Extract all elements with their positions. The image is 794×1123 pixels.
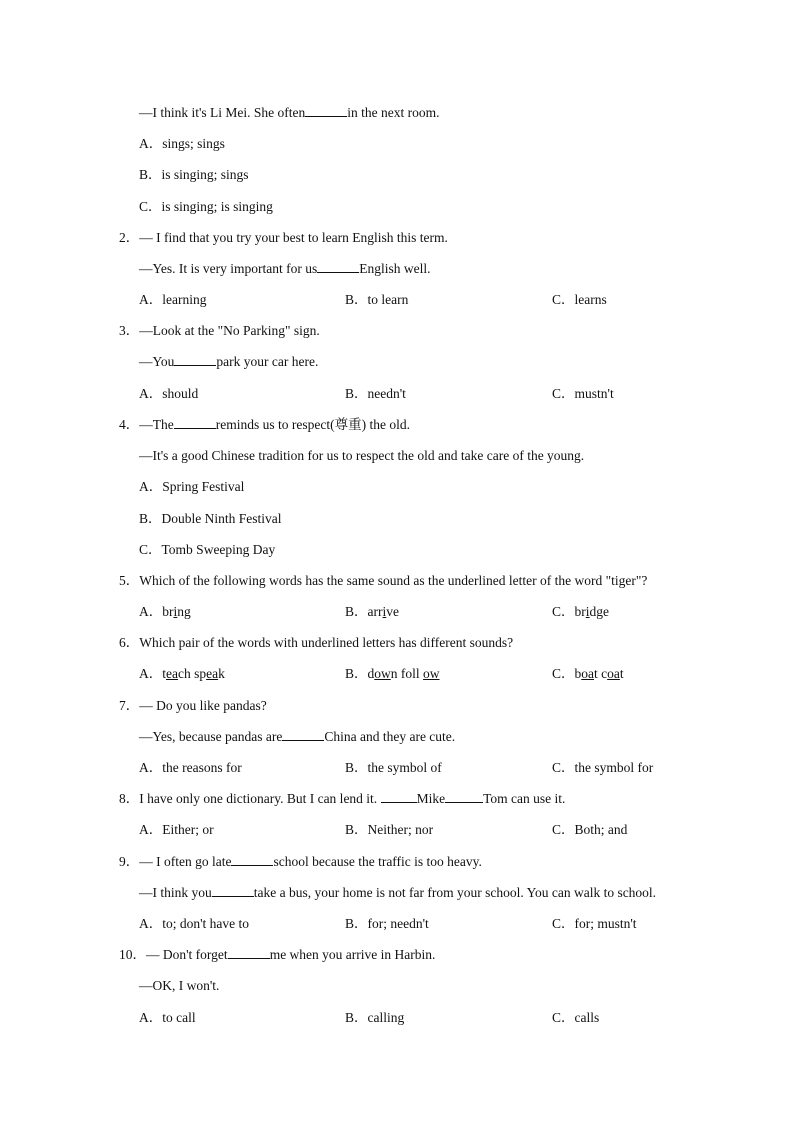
answer-blank[interactable] — [305, 105, 347, 117]
answer-blank[interactable] — [212, 885, 254, 897]
q9-response-part1: —I think you — [139, 885, 212, 900]
question-number: 9． — [119, 854, 140, 869]
option-text: k — [218, 666, 225, 681]
answer-blank[interactable] — [381, 791, 417, 803]
option-text: t — [162, 666, 167, 681]
option-text: dge — [589, 604, 610, 619]
option-label: A． — [139, 604, 163, 619]
q7-response-part1: —Yes, because pandas are — [139, 729, 283, 744]
q4-prompt — [119, 417, 410, 433]
q2-option-c[interactable]: C．learns — [552, 292, 607, 307]
answer-blank[interactable] — [445, 791, 483, 803]
underlined-letters: ow — [374, 666, 391, 681]
q2-prompt — [119, 230, 448, 246]
answer-blank[interactable] — [231, 854, 273, 866]
q1-option-a[interactable]: A．sings; sings — [139, 136, 225, 151]
q1-response-part1: —I think it's Li Mei. She often — [139, 105, 306, 120]
option-text: ch sp — [178, 666, 207, 681]
q2-prompt-text: — I find that you try your best to learn English this term. — [139, 230, 448, 245]
underlined-letter: i — [173, 604, 178, 619]
underlined-letter: i — [585, 604, 590, 619]
q5-option-a[interactable] — [139, 604, 191, 620]
q2-option-a[interactable]: A．learning — [139, 292, 207, 307]
q5-option-c[interactable] — [552, 604, 609, 620]
q7-response-part2: China and they are cute. — [324, 729, 456, 744]
q8-option-b[interactable]: B．Neither; nor — [345, 822, 434, 837]
q10-prompt — [119, 947, 435, 963]
q2-response — [139, 261, 431, 277]
underlined-letters: ea — [166, 666, 178, 681]
question-number: 5． — [119, 573, 140, 588]
q3-response-part2: park your car here. — [216, 354, 319, 369]
option-text: t — [619, 666, 624, 681]
q8-prompt-part1: I have only one dictionary. But I can lend it. — [139, 791, 381, 806]
option-text: arr — [367, 604, 383, 619]
option-text: b — [574, 666, 582, 681]
q4-prompt-part2: reminds us to respect(尊重) the old. — [215, 417, 410, 432]
question-number: 7． — [119, 698, 140, 713]
q9-response-part2: take a bus, your home is not far from your school. You can walk to school. — [253, 885, 657, 900]
q10-option-a[interactable]: A．to call — [139, 1010, 196, 1025]
q3-response-part1: —You — [139, 354, 175, 369]
q5-prompt — [119, 573, 647, 589]
option-text: t c — [594, 666, 608, 681]
q4-option-a[interactable]: A．Spring Festival — [139, 479, 245, 494]
q4-prompt-part1: —The — [139, 417, 174, 432]
q3-option-c[interactable]: C．mustn't — [552, 386, 614, 401]
q3-option-a[interactable]: A．should — [139, 386, 199, 401]
option-text: br — [574, 604, 586, 619]
underlined-letters: oa — [607, 666, 620, 681]
q7-option-b[interactable]: B．the symbol of — [345, 760, 442, 775]
q6-prompt-text: Which pair of the words with underlined letters has different sounds? — [139, 635, 514, 650]
answer-blank[interactable] — [282, 729, 324, 741]
underlined-letters: oa — [581, 666, 595, 681]
q2-option-b[interactable]: B．to learn — [345, 292, 409, 307]
q5-prompt-text: Which of the following words has the same sound as the underlined letter of the word "tiger"? — [139, 573, 648, 588]
option-label: A． — [139, 666, 163, 681]
answer-blank[interactable] — [317, 261, 359, 273]
q1-option-b[interactable]: B．is singing; sings — [139, 167, 249, 182]
q6-option-b[interactable] — [345, 666, 440, 682]
q9-option-b[interactable]: B．for; needn't — [345, 916, 429, 931]
q6-prompt — [119, 635, 513, 651]
option-label: B． — [345, 666, 368, 681]
q2-response-part1: —Yes. It is very important for us — [139, 261, 318, 276]
q4-response: —It's a good Chinese tradition for us to respect the old and take care of the young. — [139, 448, 585, 463]
q10-option-b[interactable]: B．calling — [345, 1010, 405, 1025]
q8-option-c[interactable]: C．Both; and — [552, 822, 628, 837]
option-text: d — [367, 666, 375, 681]
q9-option-c[interactable]: C．for; mustn't — [552, 916, 637, 931]
question-number: 4． — [119, 417, 140, 432]
q7-option-c[interactable]: C．the symbol for — [552, 760, 654, 775]
q6-option-a[interactable] — [139, 666, 225, 682]
underlined-letters: ow — [423, 666, 440, 681]
q1-response — [139, 105, 440, 121]
q10-option-c[interactable]: C．calls — [552, 1010, 600, 1025]
question-number: 6． — [119, 635, 140, 650]
q2-response-part2: English well. — [359, 261, 431, 276]
q8-prompt — [119, 791, 565, 807]
underlined-letter: i — [382, 604, 387, 619]
underlined-letters: ea — [206, 666, 219, 681]
option-text: n foll — [390, 666, 424, 681]
q9-response — [139, 885, 656, 901]
q1-response-part2: in the next room. — [347, 105, 440, 120]
q3-prompt-text: —Look at the "No Parking" sign. — [139, 323, 320, 338]
option-text: ng — [177, 604, 191, 619]
q9-prompt — [119, 854, 482, 870]
q4-option-b[interactable]: B．Double Ninth Festival — [139, 511, 282, 526]
q10-prompt-part2: me when you arrive in Harbin. — [269, 947, 436, 962]
q4-option-c[interactable]: C．Tomb Sweeping Day — [139, 542, 276, 557]
question-number: 3． — [119, 323, 140, 338]
q5-option-b[interactable] — [345, 604, 399, 620]
option-text: ve — [386, 604, 400, 619]
q7-response — [139, 729, 455, 745]
q7-prompt — [119, 698, 267, 714]
question-number: 8． — [119, 791, 140, 806]
answer-blank[interactable] — [174, 354, 216, 366]
answer-blank[interactable] — [228, 947, 270, 959]
q3-prompt — [119, 323, 320, 339]
q9-prompt-part2: school because the traffic is too heavy. — [273, 854, 482, 869]
q8-prompt-part3: Tom can use it. — [483, 791, 566, 806]
question-number: 10． — [119, 947, 146, 962]
q1-option-c[interactable]: C．is singing; is singing — [139, 199, 273, 214]
option-text: br — [162, 604, 174, 619]
q8-option-a[interactable]: A．Either; or — [139, 822, 214, 837]
q6-option-c[interactable] — [552, 666, 624, 682]
q7-prompt-text: — Do you like pandas? — [139, 698, 267, 713]
q9-option-a[interactable]: A．to; don't have to — [139, 916, 250, 931]
question-number: 2． — [119, 230, 140, 245]
option-label: C． — [552, 604, 575, 619]
option-label: B． — [345, 604, 368, 619]
q8-prompt-part2: Mike — [416, 791, 446, 806]
q10-prompt-part1: — Don't forget — [146, 947, 228, 962]
option-label: C． — [552, 666, 575, 681]
answer-blank[interactable] — [174, 417, 216, 429]
q3-response — [139, 354, 318, 370]
q7-option-a[interactable]: A．the reasons for — [139, 760, 242, 775]
q10-response: —OK, I won't. — [139, 978, 220, 993]
q3-option-b[interactable]: B．needn't — [345, 386, 406, 401]
q9-prompt-part1: — I often go late — [139, 854, 232, 869]
